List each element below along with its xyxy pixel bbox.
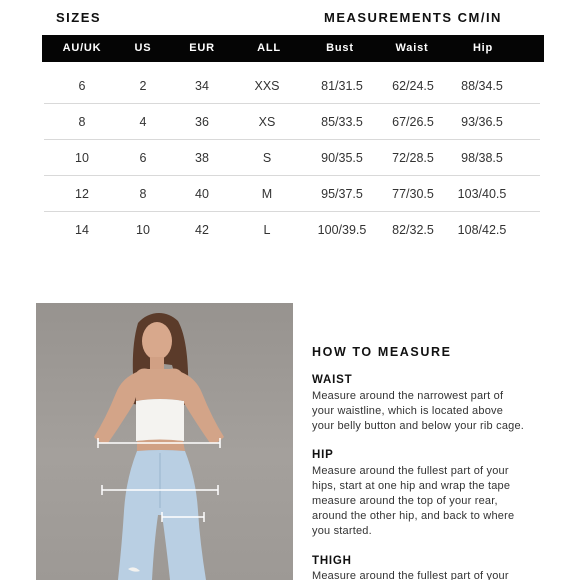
- thigh-instructions: [312, 569, 574, 580]
- table-cell: 36: [195, 115, 209, 129]
- table-cell: 10: [136, 223, 150, 237]
- table-cell: 100/39.5: [317, 223, 367, 237]
- how-to-measure-title: HOW TO MEASURE: [312, 345, 452, 359]
- table-row: [44, 176, 540, 212]
- table-cell: 85/33.5: [321, 115, 363, 129]
- model-illustration: [36, 303, 293, 580]
- table-cell: S: [262, 151, 272, 165]
- thigh-section-title: THIGH: [312, 555, 352, 567]
- column-header-hip: Hip: [472, 42, 494, 54]
- column-header-us: US: [134, 42, 152, 54]
- table-cell: 14: [75, 223, 89, 237]
- table-cell: M: [261, 187, 273, 201]
- table-cell: 90/35.5: [321, 151, 363, 165]
- sizes-heading: SIZES: [56, 10, 102, 25]
- table-cell: 81/31.5: [321, 79, 363, 93]
- column-header-bust: Bust: [326, 42, 354, 54]
- table-cell: 4: [139, 115, 147, 129]
- table-cell: 6: [78, 79, 86, 93]
- table-row: [44, 140, 540, 176]
- table-cell: 88/34.5: [461, 79, 503, 93]
- column-header-au-uk: AU/UK: [62, 42, 102, 54]
- table-cell: 77/30.5: [392, 187, 434, 201]
- size-table-header: [42, 35, 544, 62]
- column-header-waist: Waist: [395, 42, 429, 54]
- table-cell: L: [263, 223, 271, 237]
- column-header-eur: EUR: [189, 42, 215, 54]
- table-cell: 40: [195, 187, 209, 201]
- instruction-line: Measure around the narrowest part of: [312, 390, 504, 402]
- waist-section-title: WAIST: [312, 374, 353, 386]
- waist-instructions: [312, 389, 574, 434]
- table-cell: XXS: [254, 79, 280, 93]
- table-cell: 10: [75, 151, 89, 165]
- table-cell: 2: [139, 79, 147, 93]
- table-cell: 42: [195, 223, 209, 237]
- table-row: [44, 68, 540, 104]
- table-cell: 67/26.5: [392, 115, 434, 129]
- instruction-line: around the other hip, and back to where: [312, 510, 515, 522]
- table-cell: 95/37.5: [321, 187, 363, 201]
- table-cell: 98/38.5: [461, 151, 503, 165]
- table-cell: 8: [78, 115, 86, 129]
- instruction-line: your waistline, which is located above: [312, 405, 504, 417]
- table-cell: 93/36.5: [461, 115, 503, 129]
- instruction-line: your belly button and below your rib cage.: [312, 420, 525, 432]
- table-cell: 103/40.5: [457, 187, 507, 201]
- instruction-line: Measure around the fullest part of your: [312, 570, 509, 580]
- table-cell: 38: [195, 151, 209, 165]
- column-header-all: ALL: [257, 42, 281, 54]
- table-cell: 34: [195, 79, 209, 93]
- table-row: [44, 104, 540, 140]
- table-cell: 6: [139, 151, 147, 165]
- instruction-line: hips, start at one hip and wrap the tape: [312, 480, 511, 492]
- hip-instructions: [312, 464, 574, 539]
- table-cell: 82/32.5: [392, 223, 434, 237]
- instruction-line: Measure around the fullest part of your: [312, 465, 509, 477]
- hip-section-title: HIP: [312, 449, 334, 461]
- table-cell: XS: [258, 115, 276, 129]
- instruction-line: measure around the top of your rear,: [312, 495, 498, 507]
- table-cell: 62/24.5: [392, 79, 434, 93]
- table-cell: 12: [75, 187, 89, 201]
- table-cell: 108/42.5: [457, 223, 507, 237]
- measurements-heading: MEASUREMENTS CM/IN: [324, 10, 502, 25]
- table-cell: 72/28.5: [392, 151, 434, 165]
- table-row: [44, 212, 540, 248]
- table-cell: 8: [139, 187, 147, 201]
- instruction-line: you started.: [312, 525, 372, 537]
- model-measurement-photo: [36, 303, 293, 580]
